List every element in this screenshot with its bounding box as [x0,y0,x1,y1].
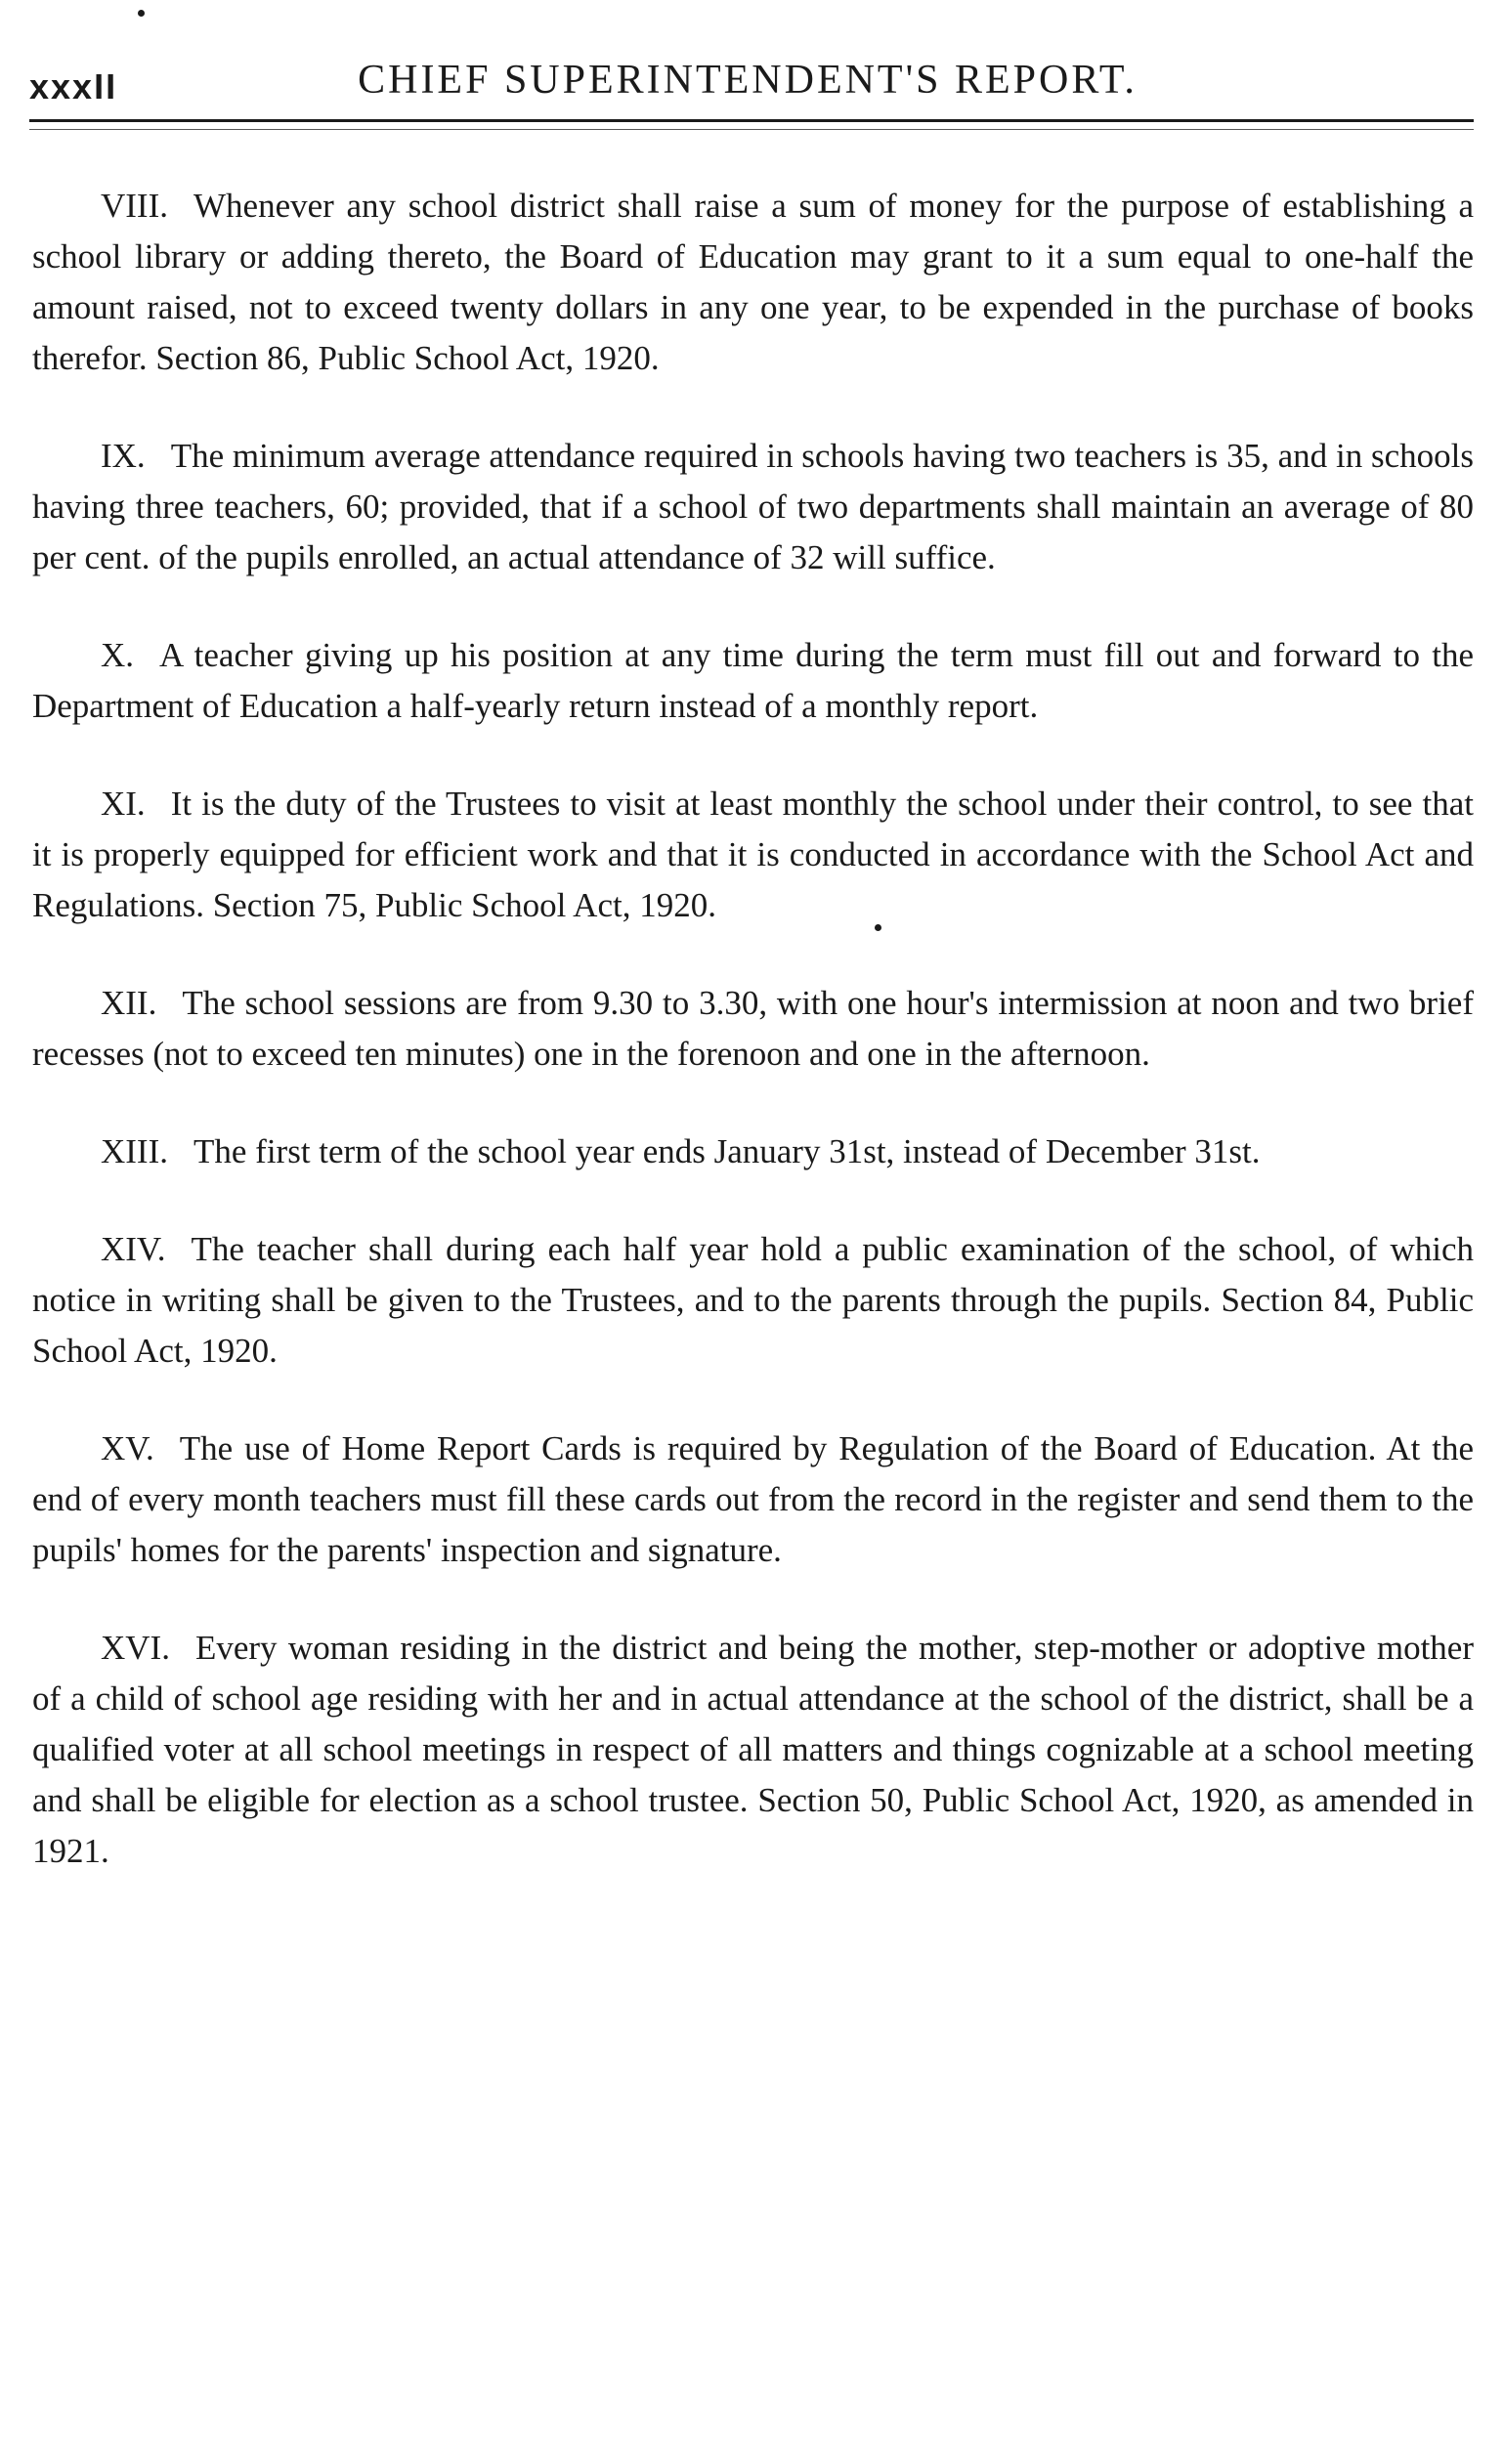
paragraph-text: Whenever any school district shall raise a sum of money for the purpose of establishing a school library or adding thereto, the Board of Education may grant to it a sum equal to one-half the amount raised, not to exceed twenty dollars in any one year, to be expended in the purchase of books therefor. Section 86, Public School Act, 1920. [32,187,1474,377]
paragraph-number: XV. [101,1429,154,1467]
speck-mark [875,924,881,931]
paragraph-text: A teacher giving up his position at any time during the term must fill out and forward to the Department of Education a half-yearly return instead of a monthly report. [32,636,1474,725]
paragraph-xii [32,978,1474,1080]
page-number: xxxII [29,66,118,106]
paragraph-text: The use of Home Report Cards is required by Regulation of the Board of Education. At the end of every month teachers must fill these cards out from the record in the register and send them to the pupils' homes for the parents' inspection and signature. [32,1429,1474,1569]
paragraph-xv [32,1423,1474,1576]
paragraph-xiv [32,1224,1474,1377]
paragraph-xvi [32,1623,1474,1877]
paragraph-number: X. [101,636,135,674]
paragraph-text: The minimum average attendance required in schools having two teachers is 35, and in schools having three teachers, 60; provided, that if a school of two departments shall maintain an average of 80 per cent. of the pupils enrolled, an actual attendance of 32 will suffice. [32,437,1474,576]
speck-mark [138,10,145,17]
paragraph-text: The teacher shall during each half year hold a public examination of the school, of which notice in writing shall be given to the Trustees, and to the parents through the pupils. Section 84, Public School Act, 1920. [32,1230,1474,1370]
paragraph-number: XI. [101,785,146,823]
paragraph-number: XVI. [101,1629,170,1667]
page-header [29,49,1466,117]
paragraph-number: XIV. [101,1230,166,1268]
paragraph-viii [32,181,1474,384]
paragraph-number: IX. [101,437,146,475]
header-rule [29,119,1474,122]
paragraph-number: VIII. [101,187,168,225]
body-text [32,181,1474,1924]
paragraph-ix [32,431,1474,583]
paragraph-x [32,630,1474,732]
paragraph-xiii [32,1126,1474,1177]
paragraph-xi [32,779,1474,931]
paragraph-text: It is the duty of the Trustees to visit at least monthly the school under their control, to see that it is properly equipped for efficient work and that it is conducted in accordance with the School Act and Regulations. Section 75, Public School Act, 1920. [32,785,1474,924]
paragraph-text: Every woman residing in the district and being the mother, step-mother or adoptive mother of a child of school age residing with her and in actual attendance at the school of the district, shall be a qualified voter at all school meetings in respect of all matters and things cognizable at a school meeting and shall be eligible for election as a school trustee. Section 50, Public School Act, 1920, as amended in 1921. [32,1629,1474,1870]
paragraph-number: XIII. [101,1132,168,1170]
header-rule-thin [29,129,1474,130]
paragraph-text: The school sessions are from 9.30 to 3.30, with one hour's intermission at noon and two brief recesses (not to exceed ten minutes) one in the forenoon and one in the afternoon. [32,984,1474,1073]
paragraph-number: XII. [101,984,157,1022]
paragraph-text: The first term of the school year ends January 31st, instead of December 31st. [193,1132,1261,1170]
running-title: CHIEF SUPERINTENDENT'S REPORT. [358,58,1138,103]
